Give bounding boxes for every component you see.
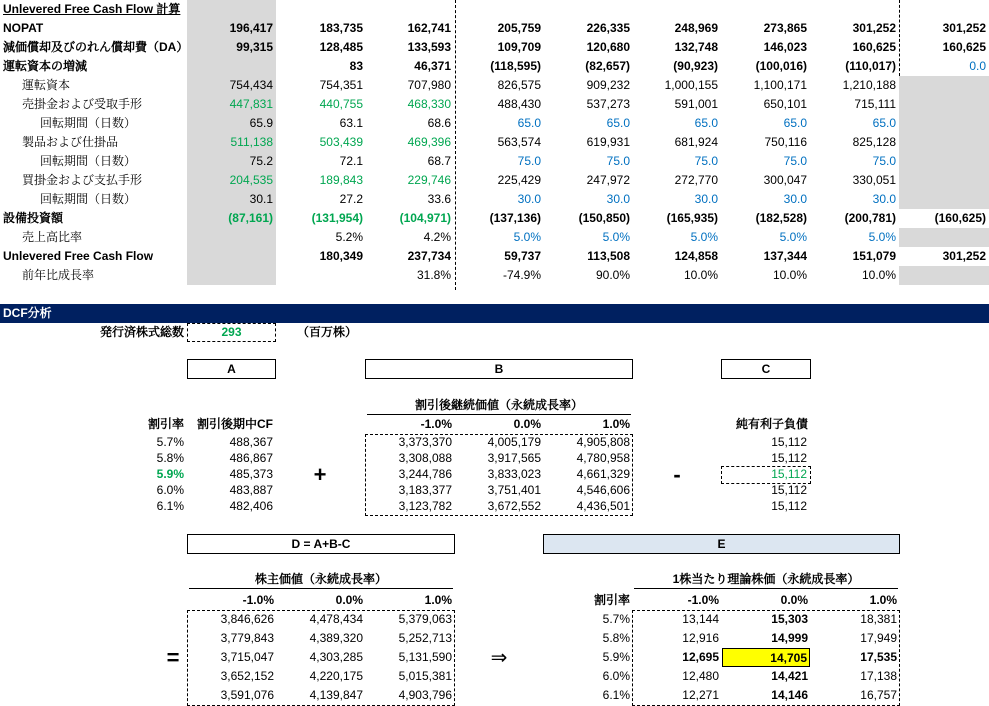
fcf-cell[interactable]: (110,017) bbox=[845, 59, 896, 73]
fcf-row-label: 売上高比率 bbox=[22, 230, 83, 244]
grid-cell[interactable]: 5,252,713 bbox=[398, 631, 452, 645]
fcf-row-label: 製品および仕掛品 bbox=[22, 135, 119, 149]
fcf-cell[interactable]: 619,931 bbox=[586, 135, 630, 149]
a-cf-value: 486,867 bbox=[229, 451, 273, 465]
grid-cell[interactable]: 14,146 bbox=[771, 688, 808, 702]
fcf-cell[interactable]: 707,980 bbox=[407, 78, 451, 92]
fcf-cell[interactable]: (90,923) bbox=[673, 59, 718, 73]
fcf-cell[interactable]: 715,111 bbox=[854, 97, 896, 111]
grid-cell[interactable]: 3,308,088 bbox=[398, 451, 452, 465]
fcf-cell[interactable]: 237,734 bbox=[407, 249, 451, 263]
grid-cell[interactable]: 4,546,606 bbox=[576, 483, 630, 497]
grid-cell[interactable]: 5,131,590 bbox=[398, 650, 452, 664]
fcf-cell[interactable]: 31.8% bbox=[416, 268, 451, 282]
plus-operator: + bbox=[313, 462, 327, 487]
fcf-cell[interactable]: 750,116 bbox=[764, 135, 807, 149]
grid-cell[interactable]: 3,183,377 bbox=[398, 483, 452, 497]
fcf-cell[interactable]: 109,709 bbox=[497, 40, 541, 54]
c-header: 純有利子負債 bbox=[735, 417, 808, 431]
fcf-cell[interactable]: 681,924 bbox=[674, 135, 718, 149]
fcf-cell[interactable]: 301,252 bbox=[942, 21, 986, 35]
fcf-cell[interactable]: 30.0 bbox=[872, 192, 896, 206]
fcf-cell[interactable]: 180,349 bbox=[319, 249, 363, 263]
fcf-cell[interactable]: 503,439 bbox=[319, 135, 363, 149]
fcf-cell[interactable]: 83 bbox=[349, 59, 363, 73]
fcf-cell[interactable]: 99,315 bbox=[236, 40, 273, 54]
fcf-cell[interactable]: (182,528) bbox=[755, 211, 807, 225]
fcf-cell[interactable]: 146,023 bbox=[763, 40, 807, 54]
fcf-cell[interactable]: (131,954) bbox=[311, 211, 363, 225]
growth-header: 1.0% bbox=[602, 417, 630, 431]
minus-operator: - bbox=[673, 462, 681, 487]
grid-cell[interactable]: 4,389,320 bbox=[309, 631, 363, 645]
a-rate: 5.7% bbox=[156, 435, 184, 449]
fcf-cell[interactable]: 537,273 bbox=[586, 97, 630, 111]
fcf-cell[interactable]: (87,161) bbox=[228, 211, 273, 225]
fcf-cell[interactable]: 30.0 bbox=[694, 192, 718, 206]
box-e: E bbox=[543, 534, 900, 554]
fcf-cell[interactable]: 124,858 bbox=[674, 249, 718, 263]
a-rate-header: 割引率 bbox=[147, 417, 184, 431]
fcf-cell[interactable]: 75.0 bbox=[783, 154, 807, 168]
fcf-cell[interactable]: 30.0 bbox=[606, 192, 630, 206]
fcf-cell[interactable]: 1,000,155 bbox=[664, 78, 718, 92]
fcf-cell[interactable]: 204,535 bbox=[229, 173, 273, 187]
e-rate-header: 割引率 bbox=[593, 593, 630, 607]
shares-value[interactable]: 293 bbox=[221, 325, 242, 339]
grid-cell[interactable]: 17,138 bbox=[860, 669, 897, 683]
fcf-cell[interactable]: (100,016) bbox=[755, 59, 807, 73]
equals-operator: = bbox=[166, 645, 180, 670]
grid-cell[interactable]: 4,478,434 bbox=[309, 612, 363, 626]
fcf-cell[interactable]: 563,574 bbox=[497, 135, 541, 149]
terminal-shade-3 bbox=[899, 266, 989, 285]
fcf-row-label: 売掛金および受取手形 bbox=[22, 97, 143, 111]
b-title: 割引後継続価値（永続成長率） bbox=[414, 398, 583, 412]
fcf-row-label: 前年比成長率 bbox=[22, 268, 95, 282]
shares-label: 発行済株式総数 bbox=[99, 325, 184, 339]
grid-cell[interactable]: 14,999 bbox=[771, 631, 808, 645]
d-title-underline bbox=[189, 588, 453, 589]
e-rate: 5.7% bbox=[602, 612, 630, 626]
terminal-shade-1 bbox=[899, 76, 989, 209]
fcf-cell[interactable]: 488,430 bbox=[497, 97, 541, 111]
fcf-cell[interactable]: 1,100,171 bbox=[753, 78, 807, 92]
grid-cell[interactable]: 13,144 bbox=[682, 612, 719, 626]
c-debt-value: 15,112 bbox=[771, 451, 807, 465]
c-debt-value: 15,112 bbox=[771, 435, 807, 449]
fcf-cell[interactable]: 273,865 bbox=[763, 21, 807, 35]
grid-cell[interactable]: 3,244,786 bbox=[398, 467, 452, 481]
fcf-cell[interactable]: 301,252 bbox=[942, 249, 986, 263]
fcf-cell[interactable]: 272,770 bbox=[674, 173, 718, 187]
grid-cell[interactable]: 4,780,958 bbox=[576, 451, 630, 465]
a-cf-value: 485,373 bbox=[229, 467, 273, 481]
d-title: 株主価値（永続成長率） bbox=[254, 572, 387, 586]
fcf-cell[interactable]: 75.2 bbox=[249, 154, 273, 168]
a-rate: 5.9% bbox=[156, 467, 184, 481]
grid-cell[interactable]: 12,480 bbox=[682, 669, 719, 683]
fcf-cell[interactable]: 59,737 bbox=[504, 249, 541, 263]
e-rate: 6.1% bbox=[602, 688, 630, 702]
grid-cell[interactable]: 12,271 bbox=[682, 688, 719, 702]
highlighted-price-cell[interactable]: 14,705 bbox=[722, 648, 810, 667]
grid-cell[interactable]: 4,139,847 bbox=[309, 688, 363, 702]
box-d: D = A+B-C bbox=[187, 534, 455, 554]
grid-cell[interactable]: 3,779,843 bbox=[220, 631, 274, 645]
e-rate: 5.8% bbox=[602, 631, 630, 645]
fcf-cell[interactable]: 447,831 bbox=[229, 97, 273, 111]
grid-cell[interactable]: 17,535 bbox=[860, 650, 897, 664]
fcf-cell[interactable]: 5.0% bbox=[868, 230, 896, 244]
grid-cell[interactable]: 14,421 bbox=[771, 669, 808, 683]
a-cf-header: 割引後期中CF bbox=[197, 417, 273, 431]
box-a: A bbox=[187, 359, 276, 379]
fcf-cell[interactable]: 65.0 bbox=[872, 116, 896, 130]
fcf-cell[interactable]: 10.0% bbox=[861, 268, 896, 282]
fcf-cell[interactable]: 120,680 bbox=[586, 40, 630, 54]
a-cf-value: 482,406 bbox=[229, 499, 273, 513]
c-selected-cell[interactable] bbox=[721, 466, 811, 484]
fcf-cell[interactable]: 909,232 bbox=[586, 78, 630, 92]
fcf-cell[interactable]: 160,625 bbox=[852, 40, 896, 54]
fcf-cell[interactable]: 0.0 bbox=[969, 59, 986, 73]
growth-header: 1.0% bbox=[869, 593, 897, 607]
a-rate: 5.8% bbox=[156, 451, 184, 465]
grid-cell[interactable]: 12,695 bbox=[682, 650, 719, 664]
grid-cell[interactable]: 4,303,285 bbox=[309, 650, 363, 664]
c-debt-value[interactable]: 15,112 bbox=[771, 467, 807, 481]
grid-cell[interactable]: 3,751,401 bbox=[487, 483, 541, 497]
fcf-cell[interactable]: 225,429 bbox=[497, 173, 541, 187]
fcf-cell[interactable]: 151,079 bbox=[852, 249, 896, 263]
fcf-cell[interactable]: 5.2% bbox=[335, 230, 363, 244]
grid-cell[interactable]: 4,005,179 bbox=[487, 435, 541, 449]
a-rate: 6.0% bbox=[156, 483, 184, 497]
a-cf-value: 483,887 bbox=[229, 483, 273, 497]
grid-cell[interactable]: 4,661,329 bbox=[576, 467, 630, 481]
growth-header: 1.0% bbox=[424, 593, 452, 607]
fcf-cell[interactable]: 183,735 bbox=[319, 21, 363, 35]
grid-cell[interactable]: 18,381 bbox=[860, 612, 897, 626]
fcf-cell[interactable]: 90.0% bbox=[595, 268, 630, 282]
fcf-cell[interactable]: 650,101 bbox=[763, 97, 807, 111]
fcf-cell[interactable]: 301,252 bbox=[852, 21, 896, 35]
fcf-cell[interactable]: 65.9 bbox=[249, 116, 273, 130]
fcf-cell[interactable]: 27.2 bbox=[339, 192, 363, 206]
fcf-cell[interactable]: 4.2% bbox=[423, 230, 451, 244]
fcf-row-label: 回転期間（日数） bbox=[40, 154, 137, 168]
fcf-row-label: Unlevered Free Cash Flow bbox=[3, 249, 154, 263]
fcf-cell[interactable]: 65.0 bbox=[783, 116, 807, 130]
grid-cell[interactable]: 4,220,175 bbox=[309, 669, 363, 683]
fcf-cell[interactable]: 189,843 bbox=[319, 173, 363, 187]
grid-cell[interactable]: 4,905,808 bbox=[576, 435, 630, 449]
fcf-row-label: 運転資本 bbox=[22, 78, 71, 92]
fcf-cell[interactable]: 65.0 bbox=[694, 116, 718, 130]
fcf-cell[interactable]: 132,748 bbox=[674, 40, 718, 54]
fcf-cell[interactable]: 30.0 bbox=[517, 192, 541, 206]
fcf-cell[interactable]: (150,850) bbox=[578, 211, 630, 225]
fcf-title: Unlevered Free Cash Flow 計算 bbox=[3, 2, 181, 16]
grid-cell[interactable]: 3,373,370 bbox=[398, 435, 452, 449]
fcf-cell[interactable]: 30.1 bbox=[249, 192, 273, 206]
grid-cell[interactable]: 5,015,381 bbox=[398, 669, 452, 683]
fcf-cell[interactable]: 5.0% bbox=[513, 230, 541, 244]
fcf-row-label: 減価償却及びのれん償却費（DA） bbox=[3, 40, 189, 54]
grid-cell[interactable]: 3,123,782 bbox=[398, 499, 452, 513]
grid-cell[interactable]: 4,903,796 bbox=[398, 688, 452, 702]
fcf-cell[interactable]: 826,575 bbox=[497, 78, 541, 92]
fcf-cell[interactable]: (104,971) bbox=[399, 211, 451, 225]
fcf-cell[interactable]: 46,371 bbox=[414, 59, 451, 73]
fcf-row-label: 設備投資額 bbox=[3, 211, 64, 225]
a-rate: 6.1% bbox=[156, 499, 184, 513]
growth-header: -1.0% bbox=[420, 417, 452, 431]
fcf-cell[interactable]: 511,138 bbox=[230, 135, 273, 149]
fcf-cell[interactable]: 754,351 bbox=[319, 78, 363, 92]
grid-cell[interactable]: 16,757 bbox=[860, 688, 897, 702]
fcf-cell[interactable]: (82,657) bbox=[585, 59, 630, 73]
grid-cell[interactable]: 3,917,565 bbox=[487, 451, 541, 465]
growth-header: -1.0% bbox=[687, 593, 719, 607]
fcf-cell[interactable]: 205,759 bbox=[497, 21, 541, 35]
fcf-row-label: 回転期間（日数） bbox=[40, 192, 137, 206]
fcf-cell[interactable]: -74.9% bbox=[502, 268, 541, 282]
fcf-cell[interactable]: 128,485 bbox=[319, 40, 363, 54]
fcf-cell[interactable]: 196,417 bbox=[229, 21, 273, 35]
fcf-row-label: 運転資本の増減 bbox=[3, 59, 88, 73]
fcf-cell[interactable]: 162,741 bbox=[407, 21, 451, 35]
c-debt-value: 15,112 bbox=[771, 499, 807, 513]
fcf-cell[interactable]: (200,781) bbox=[844, 211, 896, 225]
fcf-cell[interactable]: 33.6 bbox=[427, 192, 451, 206]
fcf-cell[interactable]: 75.0 bbox=[517, 154, 541, 168]
fcf-cell[interactable]: 226,335 bbox=[586, 21, 630, 35]
fcf-cell[interactable]: 754,434 bbox=[229, 78, 273, 92]
c-debt-value: 15,112 bbox=[771, 483, 807, 497]
grid-cell[interactable]: 12,916 bbox=[682, 631, 719, 645]
grid-cell[interactable]: 17,949 bbox=[860, 631, 897, 645]
grid-cell[interactable]: 5,379,063 bbox=[398, 612, 452, 626]
a-cf-value: 488,367 bbox=[229, 435, 273, 449]
e-title: 1株当たり理論株価（永続成長率） bbox=[672, 572, 860, 586]
fcf-cell[interactable]: 75.0 bbox=[606, 154, 630, 168]
fcf-cell[interactable]: (137,136) bbox=[489, 211, 541, 225]
fcf-cell[interactable]: 825,128 bbox=[852, 135, 896, 149]
fcf-cell[interactable]: 5.0% bbox=[602, 230, 630, 244]
fcf-cell[interactable]: 65.0 bbox=[606, 116, 630, 130]
box-b: B bbox=[365, 359, 633, 379]
fcf-cell[interactable]: 10.0% bbox=[772, 268, 807, 282]
fcf-cell[interactable]: 75.0 bbox=[694, 154, 718, 168]
grid-cell[interactable]: 3,672,552 bbox=[487, 499, 541, 513]
fcf-cell[interactable]: (118,595) bbox=[490, 59, 541, 73]
fcf-cell[interactable]: 5.0% bbox=[690, 230, 718, 244]
grid-cell[interactable]: 15,303 bbox=[771, 612, 808, 626]
grid-cell[interactable]: 3,591,076 bbox=[220, 688, 274, 702]
fcf-cell[interactable]: 591,001 bbox=[674, 97, 718, 111]
e-rate: 5.9% bbox=[602, 650, 630, 664]
growth-header: 0.0% bbox=[780, 593, 808, 607]
growth-header: -1.0% bbox=[242, 593, 274, 607]
fcf-cell[interactable]: 440,755 bbox=[319, 97, 363, 111]
fcf-row-label: 回転期間（日数） bbox=[40, 116, 137, 130]
fcf-cell[interactable]: 229,746 bbox=[407, 173, 451, 187]
fcf-cell[interactable]: 300,047 bbox=[763, 173, 807, 187]
grid-cell[interactable]: 3,715,047 bbox=[220, 650, 274, 664]
terminal-shade-2 bbox=[899, 228, 989, 247]
fcf-cell[interactable]: 247,972 bbox=[586, 173, 630, 187]
arrow-icon: ⇒ bbox=[490, 647, 508, 669]
e-rate: 6.0% bbox=[602, 669, 630, 683]
fcf-cell[interactable]: 75.0 bbox=[872, 154, 896, 168]
growth-header: 0.0% bbox=[513, 417, 541, 431]
grid-cell[interactable]: 3,652,152 bbox=[220, 669, 274, 683]
fcf-cell[interactable]: 30.0 bbox=[783, 192, 807, 206]
grid-cell[interactable]: 3,833,023 bbox=[487, 467, 541, 481]
dcf-banner: DCF分析 bbox=[0, 304, 989, 323]
fcf-cell[interactable]: (160,625) bbox=[934, 211, 986, 225]
fcf-cell[interactable]: 5.0% bbox=[779, 230, 807, 244]
fcf-cell[interactable]: 72.1 bbox=[339, 154, 363, 168]
fcf-cell[interactable]: 1,210,188 bbox=[842, 78, 896, 92]
fcf-cell[interactable]: 248,969 bbox=[674, 21, 718, 35]
fcf-cell[interactable]: 68.7 bbox=[427, 154, 451, 168]
fcf-cell[interactable]: 137,344 bbox=[763, 249, 807, 263]
fcf-cell[interactable]: 10.0% bbox=[683, 268, 718, 282]
fcf-cell[interactable]: 160,625 bbox=[942, 40, 986, 54]
fcf-cell[interactable]: 68.6 bbox=[427, 116, 451, 130]
fcf-cell[interactable]: 113,508 bbox=[587, 249, 630, 263]
growth-header: 0.0% bbox=[335, 593, 363, 607]
fcf-cell[interactable]: 63.1 bbox=[339, 116, 363, 130]
fcf-row-label: 買掛金および支払手形 bbox=[22, 173, 143, 187]
e-title-underline bbox=[634, 588, 898, 589]
shares-unit: （百万株） bbox=[297, 325, 358, 339]
fcf-cell[interactable]: 468,330 bbox=[407, 97, 451, 111]
fcf-cell[interactable]: 133,593 bbox=[407, 40, 451, 54]
fcf-cell[interactable]: 469,396 bbox=[407, 135, 451, 149]
grid-cell[interactable]: 4,436,501 bbox=[576, 499, 630, 513]
fcf-cell[interactable]: 65.0 bbox=[517, 116, 541, 130]
fcf-cell[interactable]: 330,051 bbox=[852, 173, 896, 187]
fcf-row-label: NOPAT bbox=[3, 21, 44, 35]
fcf-cell[interactable]: (165,935) bbox=[666, 211, 718, 225]
grid-cell[interactable]: 3,846,626 bbox=[220, 612, 274, 626]
box-c: C bbox=[721, 359, 811, 379]
